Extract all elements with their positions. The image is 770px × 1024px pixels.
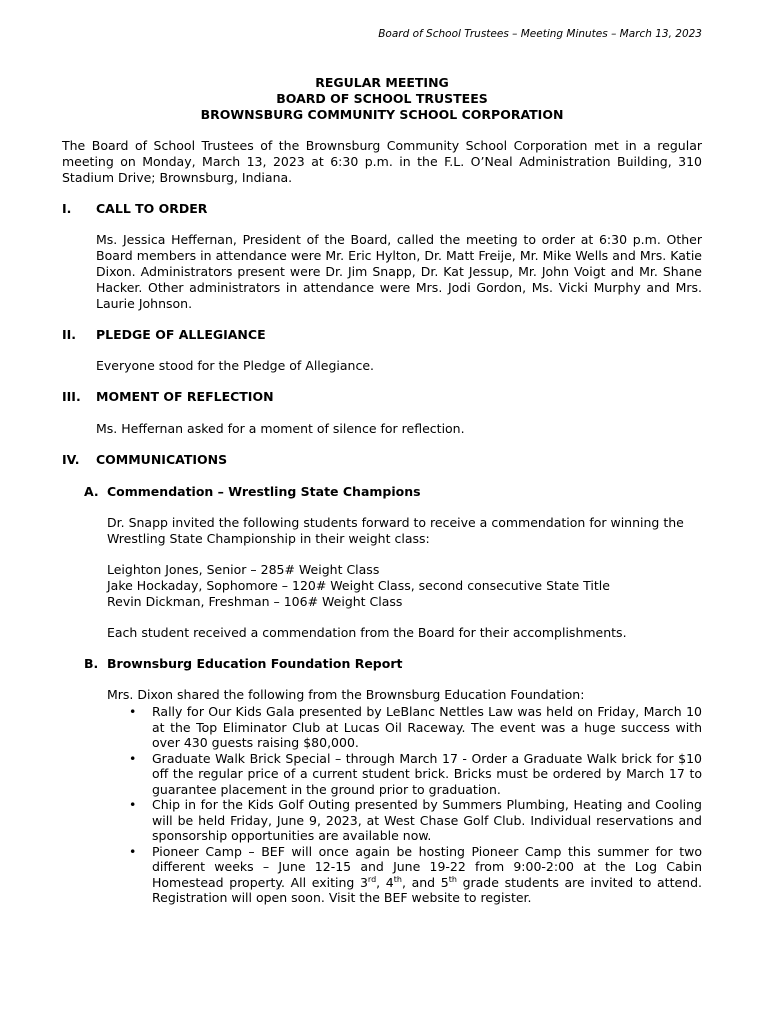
list-item <box>107 797 702 844</box>
ordinal-suffix: th <box>393 874 402 884</box>
section-heading-communications <box>62 452 227 467</box>
pledge-paragraph: Everyone stood for the Pledge of Allegiance. <box>96 358 374 373</box>
bullet-icon: • <box>129 750 137 766</box>
subsection-heading-bef-report <box>84 656 402 671</box>
bullet-text: Chip in for the Kids Golf Outing presented by Summers Plumbing, Heating and Cooling will be held Friday, June 9, 2023, at West Chase Golf Club. Individual reservations and sponsorship opportunities are available now. <box>152 797 702 843</box>
bullet-icon: • <box>129 704 137 719</box>
section-number: I. <box>62 201 72 216</box>
section-title: COMMUNICATIONS <box>96 452 228 467</box>
list-item <box>107 751 702 798</box>
section-number: III. <box>62 389 81 404</box>
list-item <box>107 704 702 751</box>
title-line-2: BOARD OF SCHOOL TRUSTEES <box>276 91 488 106</box>
title-line-1: REGULAR MEETING <box>315 75 449 90</box>
section-heading-call-to-order <box>62 201 207 216</box>
section-heading-pledge <box>62 327 266 342</box>
bullet-text-part: , and 5 <box>401 874 449 890</box>
student-list <box>107 562 702 610</box>
bef-bullet-list <box>107 704 702 906</box>
bullet-text-part: grade students are invited to attend. Registration will open soon. Visit the BEF website to register. <box>152 874 702 905</box>
ordinal-suffix: rd <box>367 874 377 884</box>
student-entry: Leighton Jones, Senior – 285# Weight Class <box>107 562 380 577</box>
subsection-heading-commendation <box>84 484 421 499</box>
list-item <box>107 844 702 906</box>
section-number: IV. <box>62 452 80 467</box>
bullet-text-part: , 4 <box>376 874 394 890</box>
ordinal-suffix: th <box>448 874 457 884</box>
section-title: MOMENT OF REFLECTION <box>96 389 274 404</box>
section-heading-reflection <box>62 389 274 404</box>
title-line-3: BROWNSBURG COMMUNITY SCHOOL CORPORATION <box>200 107 564 122</box>
reflection-paragraph: Ms. Heffernan asked for a moment of silence for reflection. <box>96 421 465 436</box>
bullet-icon: • <box>129 797 137 812</box>
subsection-letter: A. <box>84 484 99 499</box>
subsection-title: Commendation – Wrestling State Champions <box>107 484 421 499</box>
commendation-closing: Each student received a commendation from the Board for their accomplishments. <box>107 625 627 640</box>
section-title: PLEDGE OF ALLEGIANCE <box>96 327 266 342</box>
section-title: CALL TO ORDER <box>96 201 208 216</box>
call-to-order-paragraph: Ms. Jessica Heffernan, President of the Board, called the meeting to order at 6:30 p.m. Other Board members in attendance were Mr. Eric Hylton, Dr. Matt Freije, Mr. Mike Wells and Mrs. Katie Dixon. Administrators present were Dr. Jim Snapp, Dr. Kat Jessup, Mr. John Voigt and Mr. Shane Hacker. Other administrators in attendance were Mrs. Jodi Gordon, Ms. Vicki Murphy and Mrs. Laurie Johnson. <box>96 232 702 311</box>
document-title <box>62 75 702 123</box>
bullet-text: Graduate Walk Brick Special – through March 17 - Order a Graduate Walk brick for $10 off the regular price of a current student brick. Bricks must be ordered by March 17 to guarantee placement in the ground prior to graduation. <box>152 750 702 797</box>
bullet-text: Rally for Our Kids Gala presented by LeBlanc Nettles Law was held on Friday, March 10 at the Top Eliminator Club at Lucas Oil Raceway. The event was a huge success with over 430 guests raising $80,000. <box>152 704 702 750</box>
section-number: II. <box>62 327 77 342</box>
bullet-icon: • <box>129 843 137 859</box>
commendation-intro: Dr. Snapp invited the following students forward to receive a commendation for winning the Wrestling State Championship in their weight class: <box>107 515 684 546</box>
bef-intro: Mrs. Dixon shared the following from the Brownsburg Education Foundation: <box>107 687 585 702</box>
running-header: Board of School Trustees – Meeting Minutes – March 13, 2023 <box>378 28 702 40</box>
subsection-letter: B. <box>84 656 99 671</box>
student-entry: Jake Hockaday, Sophomore – 120# Weight Class, second consecutive State Title <box>107 578 610 593</box>
bullet-text-part: Pioneer Camp – BEF will once again be hosting Pioneer Camp this summer for two different weeks – June 12-15 and June 19-22 from 9:00-2:00 at the Log Cabin Homestead property. All exiting 3 <box>152 843 702 890</box>
intro-paragraph: The Board of School Trustees of the Brownsburg Community School Corporation met in a regular meeting on Monday, March 13, 2023 at 6:30 p.m. in the F.L. O’Neal Administration Building, 310 Stadium Drive; Brownsburg, Indiana. <box>62 138 702 185</box>
subsection-title: Brownsburg Education Foundation Report <box>107 656 403 671</box>
student-entry: Revin Dickman, Freshman – 106# Weight Class <box>107 594 403 609</box>
